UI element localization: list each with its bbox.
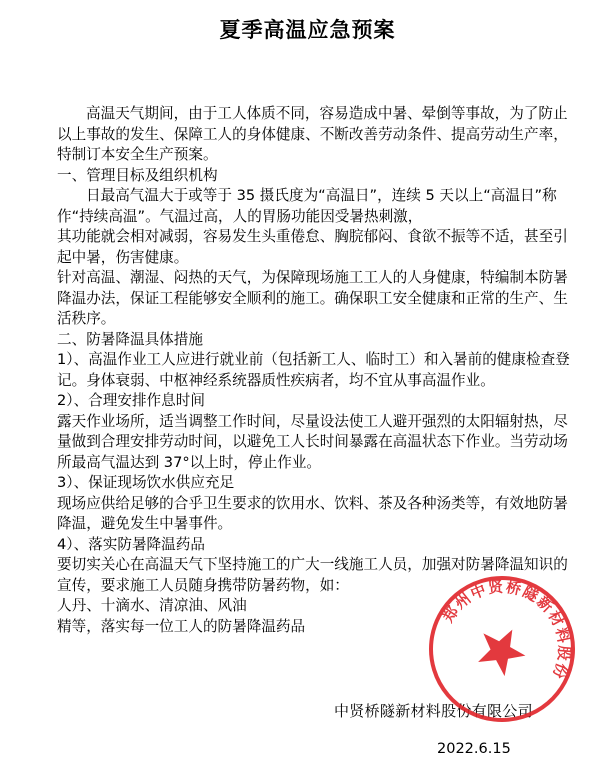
paragraph-purpose: 针对高温、潮湿、闷热的天气，为保障现场施工工人的人身健康，特编制本防暑降温办法，保证工程能够安全顺利的施工。确保职工安全健康和正常的生产、生活秩序。 bbox=[57, 269, 568, 327]
medicine-list-end: 精等，落实每一位工人的防暑降温药品 bbox=[57, 617, 306, 635]
document-body bbox=[57, 104, 579, 637]
document-date: 2022.6.15 bbox=[437, 741, 511, 757]
paragraph-effects: 其功能就会相对减弱，容易发生头重倦怠、胸脘郁闷、食欲不振等不适，甚至引起中暑，伤害健康。 bbox=[57, 228, 568, 266]
medicine-list: 人丹、十滴水、清凉油、风油 bbox=[57, 597, 247, 614]
paragraph-definition: 日最高气温大于或等于 35 摄氏度为“高温日”，连续 5 天以上“高温日”称作“持续高温”。气温过高，人的胃肠功能因受暑热刺激， bbox=[57, 187, 557, 225]
measure-3-heading: 3）、保证现场饮水供应充足 bbox=[57, 474, 235, 491]
section-heading-2: 二、防暑降温具体措施 bbox=[57, 330, 203, 348]
company-seal-icon bbox=[425, 572, 579, 726]
measure-1: 1）、高温作业工人应进行就业前（包括新工人、临时工）和入暑前的健康检查登记。身体衰弱、中枢神经系统器质性疾病者，均不宜从事高温作业。 bbox=[57, 351, 570, 389]
paragraph-intro: 高温天气期间，由于工人体质不同，容易造成中暑、晕倒等事故，为了防止以上事故的发生、保障工人的身体健康、不断改善劳动条件、提高劳动生产率，特制订本安全生产预案。 bbox=[57, 105, 568, 163]
seal-text-path: 郑州中贤桥隧新材料股份 bbox=[438, 577, 574, 683]
seal-text bbox=[437, 572, 579, 685]
measure-2-body: 露天作业场所，适当调整工作时间，尽量设法使工人避开强烈的太阳辐射热，尽量做到合理安排劳动时间，以避免工人长时间暴露在高温状态下作业。当劳动场所最高气温达到 37°以上时，停止作业。 bbox=[57, 412, 568, 471]
measure-4-body: 要切实关心在高温天气下坚持施工的广大一线施工人员，加强对防暑降温知识的宣传，要求施工人员随身携带防暑药物，如： bbox=[57, 556, 568, 594]
document-title: 夏季高温应急预案 bbox=[219, 18, 396, 42]
seal-star bbox=[470, 618, 533, 680]
company-name: 中贤桥隧新材料股份有限公司 bbox=[334, 702, 533, 720]
measure-2-heading: 2）、合理安排作息时间 bbox=[57, 392, 205, 409]
measure-3-body: 现场应供给足够的合乎卫生要求的饮用水、饮料、茶及各种汤类等，有效地防暑降温，避免发生中暑事件。 bbox=[57, 494, 568, 532]
measure-4-heading: 4）、落实防暑降温药品 bbox=[57, 535, 205, 553]
section-heading-1: 一、管理目标及组织机构 bbox=[57, 166, 218, 184]
